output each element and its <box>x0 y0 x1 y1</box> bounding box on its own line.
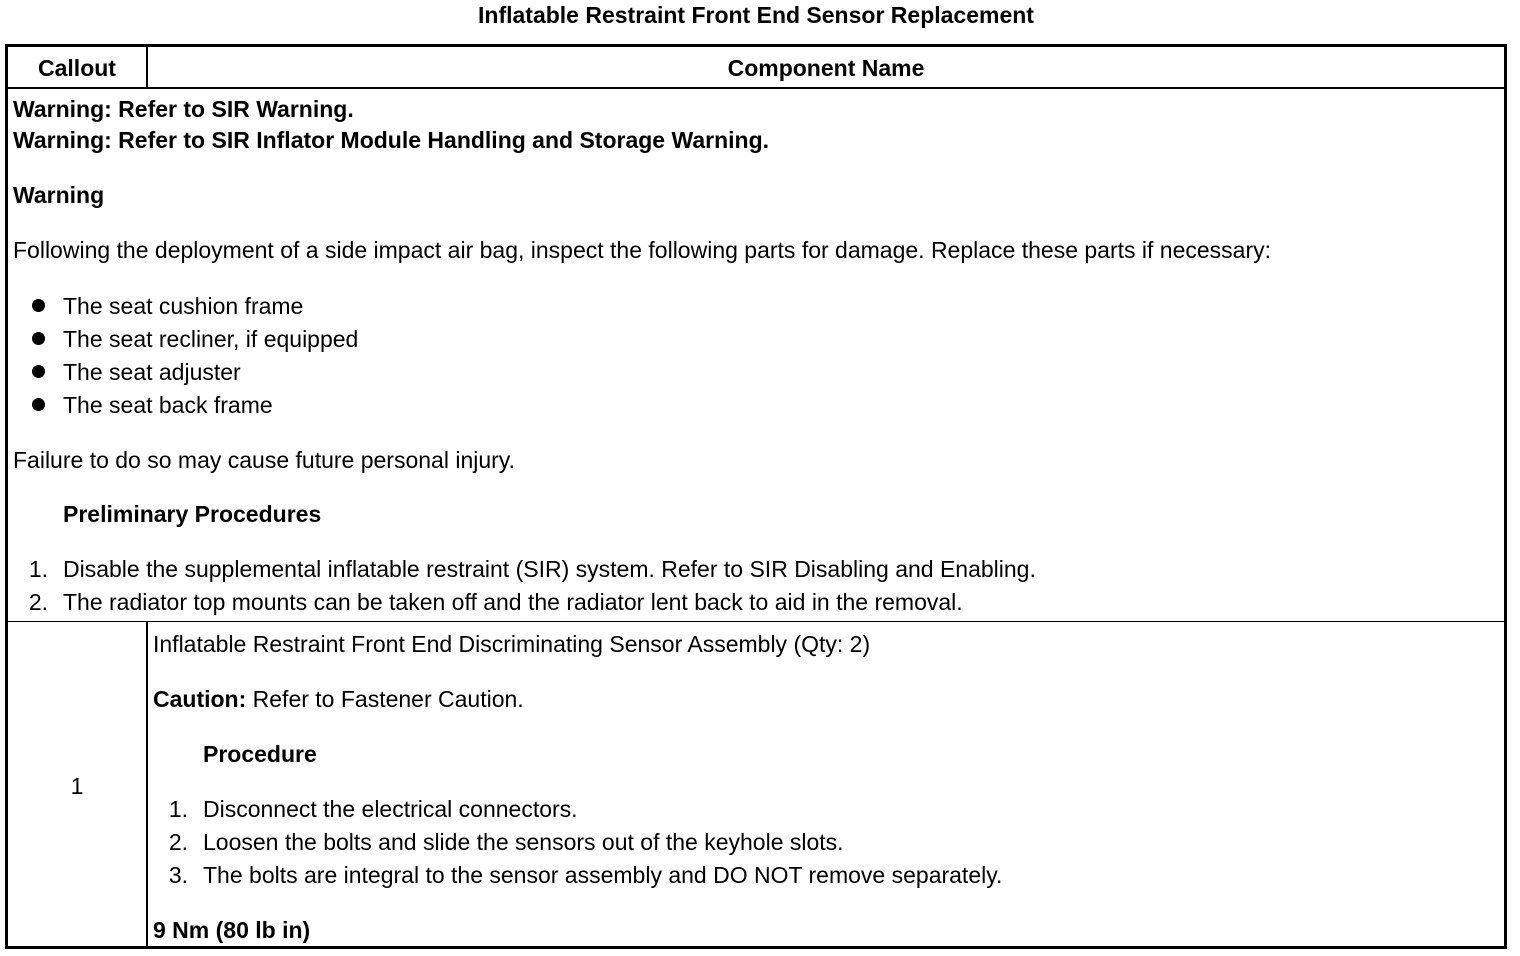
step-number: 3. <box>168 862 188 888</box>
bullet-icon <box>32 365 45 378</box>
column-header-component-name: Component Name <box>727 55 925 81</box>
page-title: Inflatable Restraint Front End Sensor Replacement <box>478 2 1034 28</box>
preliminary-step: The radiator top mounts can be taken off and the radiator lent back to aid in the removal. <box>63 589 963 615</box>
callout-cell <box>8 622 148 946</box>
warning-outro: Failure to do so may cause future personal injury. <box>13 447 515 473</box>
callout-number: 1 <box>70 773 84 799</box>
procedure-step: Disconnect the electrical connectors. <box>203 796 578 822</box>
torque-spec: 9 Nm (80 lb in) <box>153 917 311 943</box>
procedure-heading: Procedure <box>203 741 317 767</box>
warning-section <box>8 89 1504 622</box>
caution-text: Refer to Fastener Caution. <box>246 686 524 712</box>
caution-line <box>153 685 524 713</box>
table-row <box>8 622 1504 946</box>
procedure-step: The bolts are integral to the sensor assembly and DO NOT remove separately. <box>203 862 1003 888</box>
warning-heading: Warning <box>13 182 105 208</box>
part-list-item: The seat recliner, if equipped <box>63 326 359 352</box>
step-number: 2. <box>28 589 48 615</box>
preliminary-procedures-heading: Preliminary Procedures <box>63 501 322 527</box>
part-list-item: The seat adjuster <box>63 359 241 385</box>
procedure-table <box>5 44 1507 949</box>
step-number: 1. <box>28 556 48 582</box>
component-name: Inflatable Restraint Front End Discriminating Sensor Assembly (Qty: 2) <box>153 631 871 657</box>
step-number: 1. <box>168 796 188 822</box>
table-header-row <box>8 47 1504 89</box>
bullet-icon <box>32 299 45 312</box>
preliminary-step: Disable the supplemental inflatable restraint (SIR) system. Refer to SIR Disabling and Enabling. <box>63 556 1036 582</box>
procedure-step: Loosen the bolts and slide the sensors out of the keyhole slots. <box>203 829 844 855</box>
sir-warning-line: Warning: Refer to SIR Warning. <box>13 96 354 122</box>
warning-intro: Following the deployment of a side impact air bag, inspect the following parts for damage. Replace these parts if necessary: <box>13 237 1272 263</box>
column-header-callout: Callout <box>8 47 148 87</box>
bullet-icon <box>32 398 45 411</box>
bullet-icon <box>32 332 45 345</box>
part-list-item: The seat cushion frame <box>63 293 304 319</box>
inflator-module-warning-line: Warning: Refer to SIR Inflator Module Handling and Storage Warning. <box>13 127 770 153</box>
part-list-item: The seat back frame <box>63 392 273 418</box>
step-number: 2. <box>168 829 188 855</box>
caution-label: Caution: <box>153 686 247 712</box>
